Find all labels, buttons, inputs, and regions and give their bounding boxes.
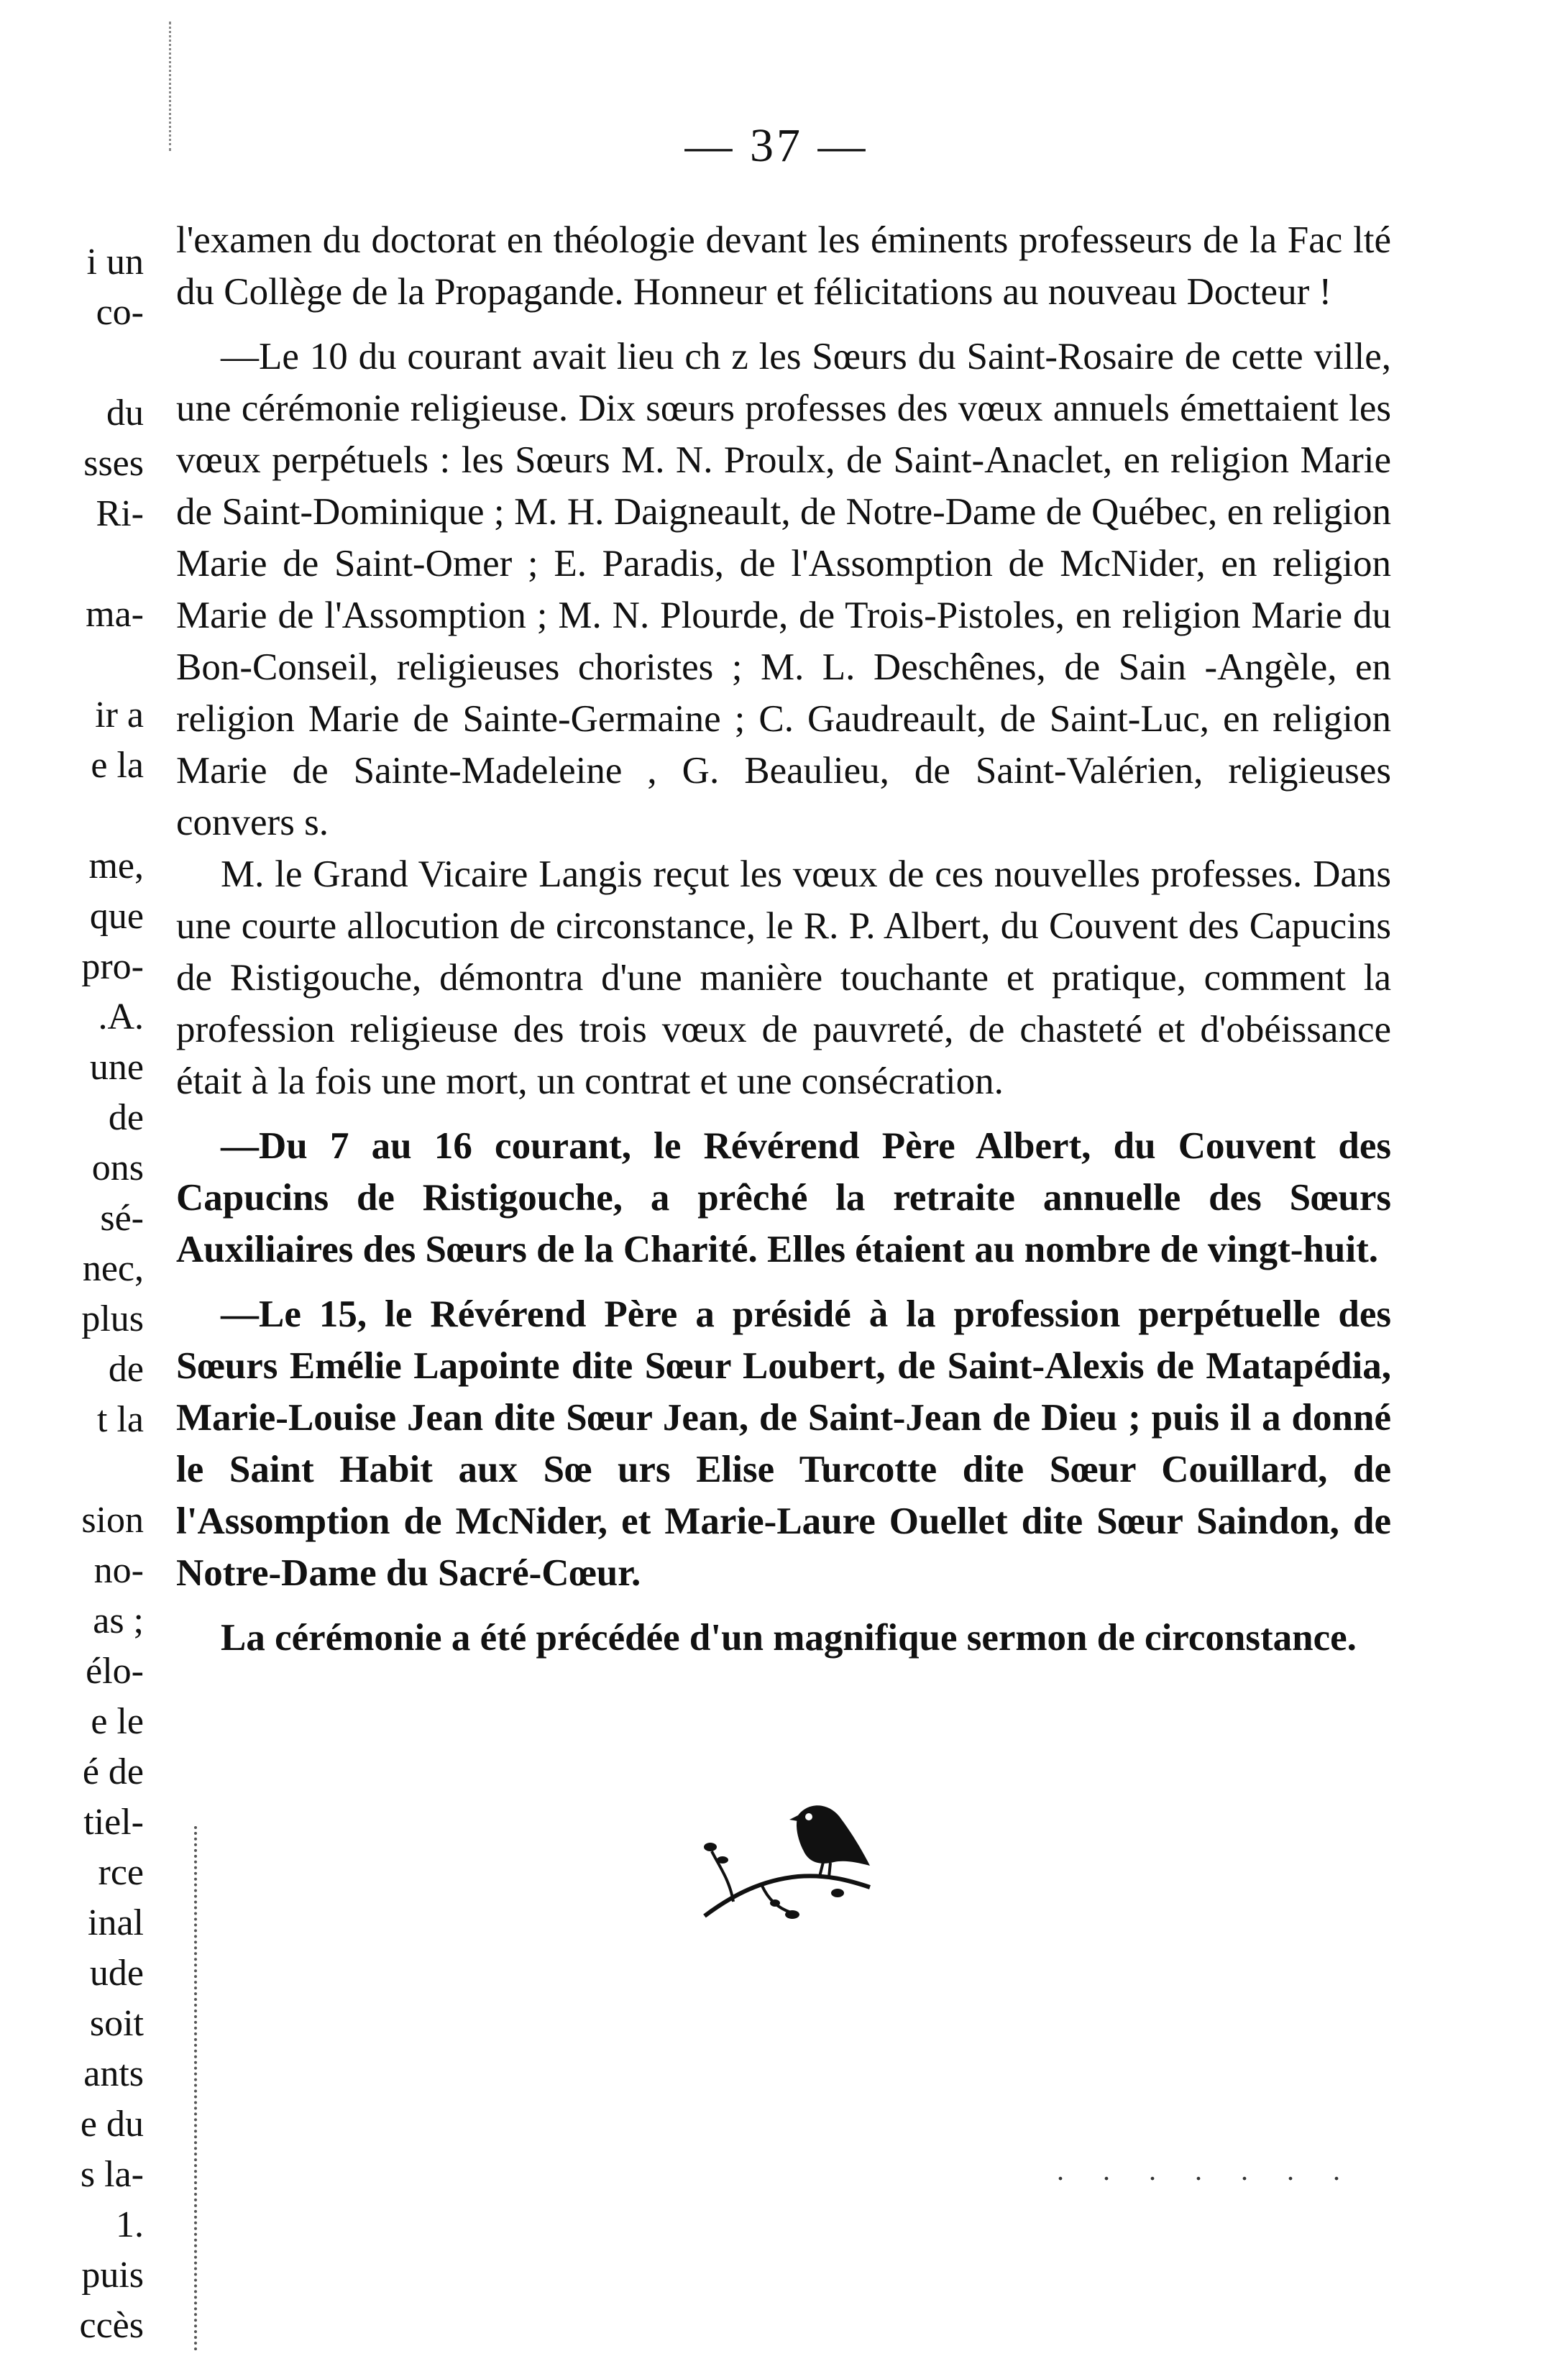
page-number: — 37 — (684, 119, 868, 172)
margin-fragment: ma- (86, 594, 144, 635)
margin-fragment: plus (81, 1298, 144, 1339)
margin-fragment: puis (81, 2255, 144, 2296)
margin-fragment: de (108, 1097, 144, 1138)
margin-fragment: ir a (95, 695, 144, 735)
margin-fragment: ude (89, 1953, 144, 1994)
margin-fragment: e du (80, 2104, 144, 2145)
margin-fragment: ons (91, 1147, 144, 1188)
margin-fragment (0, 1445, 144, 1495)
paragraph-6: La cérémonie a été précédée d'un magnifique sermon de circonstance. (221, 1617, 1357, 1659)
margin-fragment: sses (83, 443, 144, 484)
paragraph-3: M. le Grand Vicaire Langis reçut les vœux de ces nouvelles professes. Dans une courte allocution de circonstance, le R. P. Albert, du Couvent des Capucins de Ristigouche, démontra d'une manière touchante et pratique, comment la profession religieuse des trois vœux de pauvreté, de chasteté et d'obéissance était à la fois une mort, un contrat et une consécration. (176, 853, 1391, 1102)
margin-fragment (0, 338, 144, 388)
margin-fragment: s la- (80, 2154, 144, 2195)
margin-fragment: ccès (79, 2305, 144, 2346)
binding-dots-top (169, 22, 171, 151)
margin-fragment: une (89, 1047, 144, 1088)
paragraph-1: l'examen du doctorat en théologie devant les éminents professeurs de la Fac lté du Collège de la Propagande. Honneur et félicitations au nouveau Docteur ! (176, 219, 1391, 313)
margin-fragment: rce (98, 1852, 144, 1893)
margin-fragment: sion (81, 1500, 144, 1541)
margin-fragment: pro- (81, 946, 144, 987)
margin-fragment: e la (91, 745, 144, 786)
bird-on-branch-icon (690, 1794, 877, 1930)
margin-fragment: ants (83, 2053, 144, 2094)
margin-fragment: Ri- (96, 493, 144, 534)
paragraph-2: —Le 10 du courant avait lieu ch z les Sœurs du Saint-Rosaire de cette ville, une cérémonie religieuse. Dix sœurs professes des vœux annuels émettaient les vœux perpétuels : les Sœurs M. N. Proulx, de Saint-Anaclet, en religion Marie de Saint-Dominique ; M. H. Daigneault, de Notre-Dame de Québec, en religion Marie de Saint-Omer ; E. Paradis, de l'Assomption de McNider, en religion Marie de l'Assomption ; M. N. Plourde, de Trois-Pistoles, en religion Marie du Bon-Conseil, religieuses choristes ; M. L. Deschênes, de Sain -Angèle, en religion Marie de Sainte-Germaine ; C. Gaudreault, de Saint-Luc, en religion Marie de Sainte-Madeleine , G. Beaulieu, de Saint-Valérien, religieuses convers s. (176, 336, 1391, 843)
facing-page-margin (0, 237, 144, 2351)
margin-fragment: me, (88, 845, 144, 886)
margin-fragment: sé- (100, 1198, 144, 1239)
margin-fragment: de (108, 1349, 144, 1390)
main-text (176, 214, 1391, 1664)
margin-fragment (0, 539, 144, 590)
margin-fragment: du (106, 393, 144, 434)
margin-fragment: tiel- (83, 1802, 144, 1843)
margin-fragment: e le (91, 1701, 144, 1742)
margin-fragment: élo- (86, 1651, 144, 1692)
margin-fragment: 1. (116, 2204, 144, 2245)
paragraph-5: —Le 15, le Révérend Père a présidé à la profession perpétuelle des Sœurs Emélie Lapointe dite Sœur Loubert, de Saint-Alexis de Matapédia, Marie-Louise Jean dite Sœur Jean, de Saint-Jean de Dieu ; puis il a donné le Saint Habit aux Sœ urs Elise Turcotte dite Sœur Couillard, de l'Assomption de McNider, et Marie-Laure Ouellet dite Sœur Saindon, de Notre-Dame du Sacré-Cœur. (176, 1293, 1391, 1594)
margin-fragment: no- (93, 1550, 144, 1591)
margin-fragment: é de (82, 1751, 144, 1792)
margin-fragment (0, 791, 144, 841)
margin-fragment: .A. (98, 996, 144, 1037)
trailing-dots: . . . . . . . (1057, 2154, 1356, 2186)
margin-fragment: co- (96, 292, 144, 333)
margin-fragment: as ; (93, 1600, 144, 1641)
margin-fragment: soit (89, 2003, 144, 2044)
margin-fragment: t la (97, 1399, 144, 1440)
margin-fragment: que (89, 896, 144, 937)
paragraph-4: —Du 7 au 16 courant, le Révérend Père Albert, du Couvent des Capucins de Ristigouche, a prêché la retraite annuelle des Sœurs Auxiliaires des Sœurs de la Charité. Elles étaient au nombre de vingt-huit. (176, 1125, 1391, 1270)
binding-dots (194, 1826, 197, 2351)
margin-fragment: inal (88, 1902, 144, 1943)
margin-fragment: nec, (82, 1248, 144, 1289)
margin-fragment: i un (86, 242, 144, 283)
margin-fragment (0, 640, 144, 690)
